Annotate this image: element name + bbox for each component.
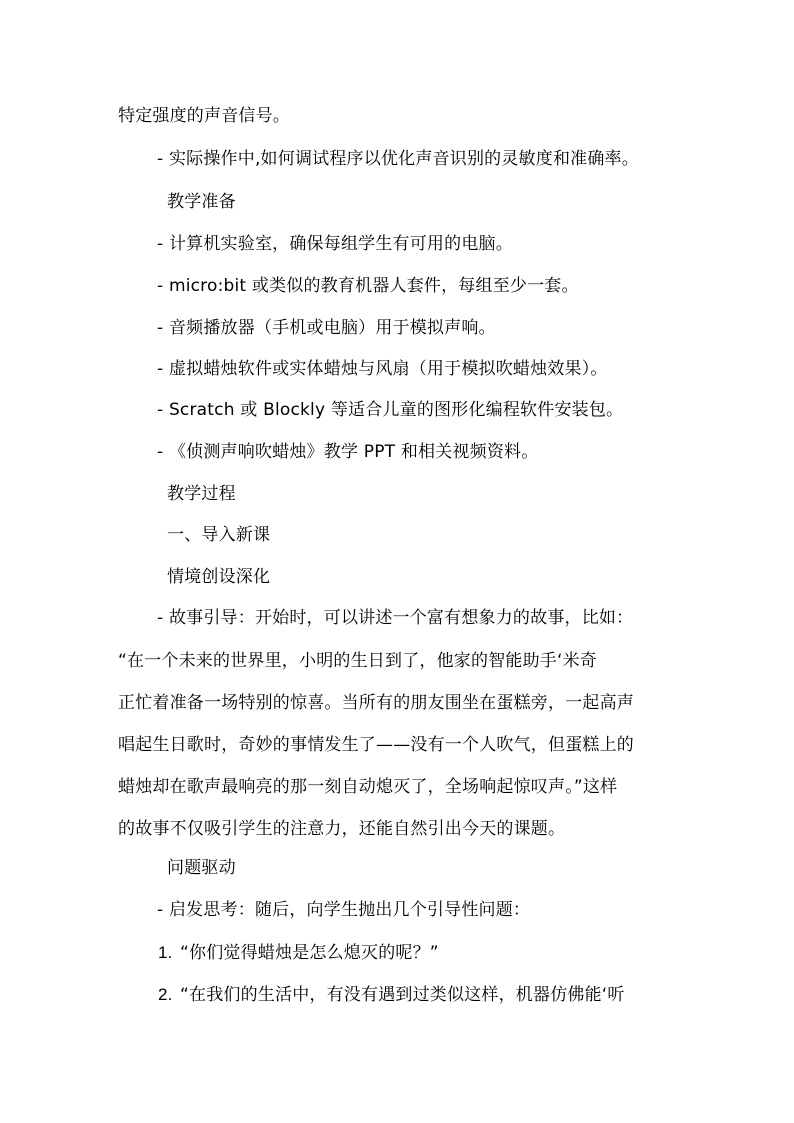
list-item: - 启发思考：随后，向学生抛出几个引导性问题： xyxy=(157,900,531,920)
section-heading: 教学准备 xyxy=(167,192,236,212)
list-item: - 故事引导：开始时，可以讲述一个富有想象力的故事，比如： xyxy=(157,608,634,628)
paragraph-line: 的故事不仅吸引学生的注意力，还能自然引出今天的课题。 xyxy=(118,819,566,839)
paragraph-line: 蜡烛却在歌声最响亮的那一刻自动熄灭了，全场响起惊叹声。”这样 xyxy=(118,777,618,797)
list-item: - Scratch 或 Blockly 等适合儿童的图形化编程软件安装包。 xyxy=(157,400,624,420)
paragraph-line: 特定强度的声音信号。 xyxy=(118,106,290,126)
numbered-item-text: “你们觉得蜡烛是怎么熄灭的呢？” xyxy=(180,943,439,963)
section-heading: 一、导入新课 xyxy=(167,525,271,545)
list-item: - 虚拟蜡烛软件或实体蜡烛与风扇（用于模拟吹蜡烛效果）。 xyxy=(157,359,608,379)
numbered-item-text: “在我们的生活中，有没有遇到过类似这样，机器仿佛能‘听 xyxy=(180,985,625,1005)
subsection-heading: 情境创设深化 xyxy=(167,567,271,587)
list-item: - 音频播放器（手机或电脑）用于模拟声响。 xyxy=(157,318,496,338)
list-item: - 实际操作中,如何调试程序以优化声音识别的灵敏度和准确率。 xyxy=(157,149,639,169)
list-number: 2. xyxy=(158,985,173,1004)
paragraph-line: 唱起生日歌时，奇妙的事情发生了——没有一个人吹气，但蛋糕上的 xyxy=(118,735,634,755)
paragraph-line: 正忙着准备一场特别的惊喜。当所有的朋友围坐在蛋糕旁，一起高声 xyxy=(118,693,634,713)
list-item: - micro:bit 或类似的教育机器人套件，每组至少一套。 xyxy=(157,276,579,296)
paragraph-line: “在一个未来的世界里，小明的生日到了，他家的智能助手‘米奇 xyxy=(118,651,598,671)
list-item: - 《侦测声响吹蜡烛》教学 PPT 和相关视频资料。 xyxy=(157,442,539,462)
subsection-heading: 问题驱动 xyxy=(167,858,236,878)
list-number: 1. xyxy=(158,943,173,962)
list-item: - 计算机实验室，确保每组学生有可用的电脑。 xyxy=(157,234,513,254)
section-heading: 教学过程 xyxy=(167,484,236,504)
